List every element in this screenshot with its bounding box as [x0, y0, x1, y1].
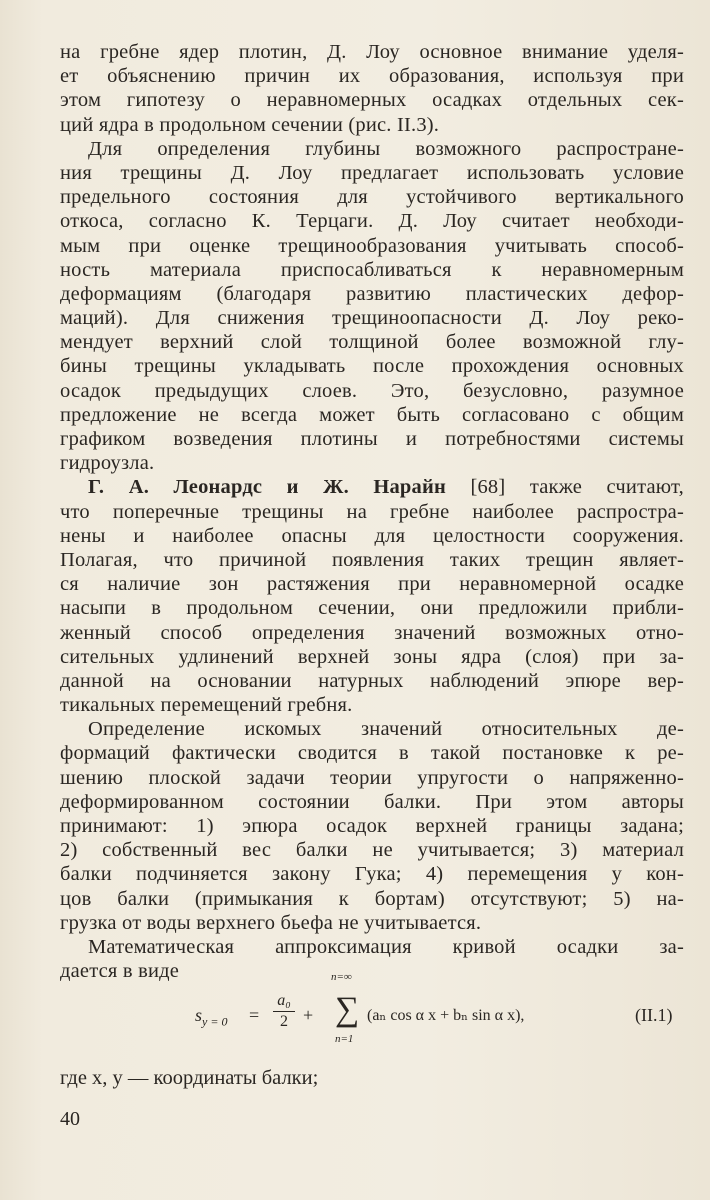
- text-line: женный способ определения значений возможных отно-: [60, 621, 684, 644]
- text-line: Определение искомых значений относительных де-: [88, 718, 684, 741]
- text-line: графиком возведения плотины и потребностями системы: [60, 428, 684, 450]
- author-names: Г. А. Леонардс и Ж. Нарайн: [88, 476, 446, 499]
- text-line: Математическая аппроксимация кривой осадки за-: [88, 935, 684, 958]
- text-line: балки подчиняется закону Гука; 4) перемещения у кон-: [60, 863, 684, 886]
- text-line: нены и наиболее опасны для целостности сооружения.: [60, 524, 684, 547]
- text-line: дается в виде: [60, 960, 180, 983]
- formula-lhs-symbol: s: [195, 1005, 203, 1025]
- text-line: что поперечные трещины на гребне наиболее распростра-: [60, 500, 684, 523]
- text-line: деформациям (благодаря развитию пластических дефор-: [60, 282, 684, 305]
- text-line: ся наличие зон растяжения при неравномерной осадке: [60, 573, 684, 596]
- text-line: шению плоской задачи теории упругости о напряженно-: [60, 766, 684, 789]
- text-line: [60, 475, 684, 499]
- text-line: Полагая, что причиной появления таких трещин являет-: [60, 548, 684, 571]
- text-line: предельного состояния для устойчивого вертикального: [60, 186, 684, 209]
- text-line: предложение не всегда может быть согласовано с общим: [60, 403, 684, 426]
- text-line: насыпи в продольном сечении, они предложили прибли-: [60, 597, 684, 620]
- fraction-denominator: 2: [280, 1013, 288, 1030]
- text-line: откоса, согласно К. Терцаги. Д. Лоу считает необходи-: [60, 210, 684, 233]
- text-line: гидроузла.: [60, 452, 155, 475]
- text-line: грузка от воды верхнего бьефа не учитывается.: [60, 911, 482, 934]
- body-text: [60, 40, 684, 983]
- where-clause: где x, y — координаты балки;: [60, 1067, 319, 1089]
- text-line: осадок предыдущих слоев. Это, безусловно, разумное: [60, 379, 684, 402]
- formula-body: (aₙ cos α x + bₙ sin α x),: [367, 1007, 525, 1024]
- formula-fraction: [273, 991, 295, 1032]
- text-line: ность материала приспосабливаться к неравномерным: [60, 258, 684, 281]
- text-line: данной на основании натурных наблюдений эпюре вер-: [60, 669, 684, 692]
- page-number: 40: [60, 1108, 80, 1130]
- text-line: ет объяснению причин их образования, используя при: [60, 65, 684, 88]
- text-line: мендует верхний слой толщиной более возможной глу-: [60, 331, 684, 354]
- text-line: принимают: 1) эпюра осадок верхней границы задана;: [60, 815, 684, 837]
- text-line: маций). Для снижения трещиноопасности Д. Лоу реко-: [60, 307, 684, 330]
- text-line: тикальных перемещений гребня.: [60, 694, 353, 717]
- text-line: ций ядра в продольном сечении (рис. II.3).: [60, 113, 440, 136]
- sigma-symbol: ∑: [335, 991, 360, 1028]
- text-line: формаций фактически сводится в такой постановке к ре-: [60, 742, 684, 765]
- formula-II-1: [195, 971, 695, 1055]
- formula-equals: =: [249, 1005, 260, 1025]
- formula-plus: +: [303, 1005, 314, 1025]
- text-line: этом гипотезу о неравномерных осадках отдельных сек-: [60, 89, 684, 112]
- citation-text: [68] также считают,: [446, 476, 684, 499]
- equation-number: (II.1): [635, 1005, 673, 1025]
- text-line: цов балки (примыкания к бортам) отсутствуют; 5) на-: [60, 887, 684, 910]
- fraction-numerator: a₀: [273, 991, 295, 1012]
- text-line: Для определения глубины возможного распростране-: [88, 137, 684, 160]
- sum-lower-limit: n=1: [335, 1033, 354, 1045]
- text-line: ния трещины Д. Лоу предлагает использовать условие: [60, 161, 684, 184]
- text-line: на гребне ядер плотин, Д. Лоу основное внимание уделя-: [60, 41, 684, 63]
- sum-upper-limit: n=∞: [331, 971, 352, 983]
- text-line: деформированном состоянии балки. При этом авторы: [60, 790, 684, 813]
- formula-lhs-subscript: y = 0: [202, 1014, 228, 1029]
- text-line: бины трещины укладывать после прохождения основных: [60, 355, 684, 378]
- formula-lhs: [195, 1005, 227, 1030]
- text-line: мым при оценке трещинообразования учитывать способ-: [60, 234, 684, 257]
- text-line: 2) собственный вес балки не учитывается; 3) материал: [60, 839, 684, 862]
- text-line: сительных удлинений верхней зоны ядра (слоя) при за-: [60, 645, 684, 668]
